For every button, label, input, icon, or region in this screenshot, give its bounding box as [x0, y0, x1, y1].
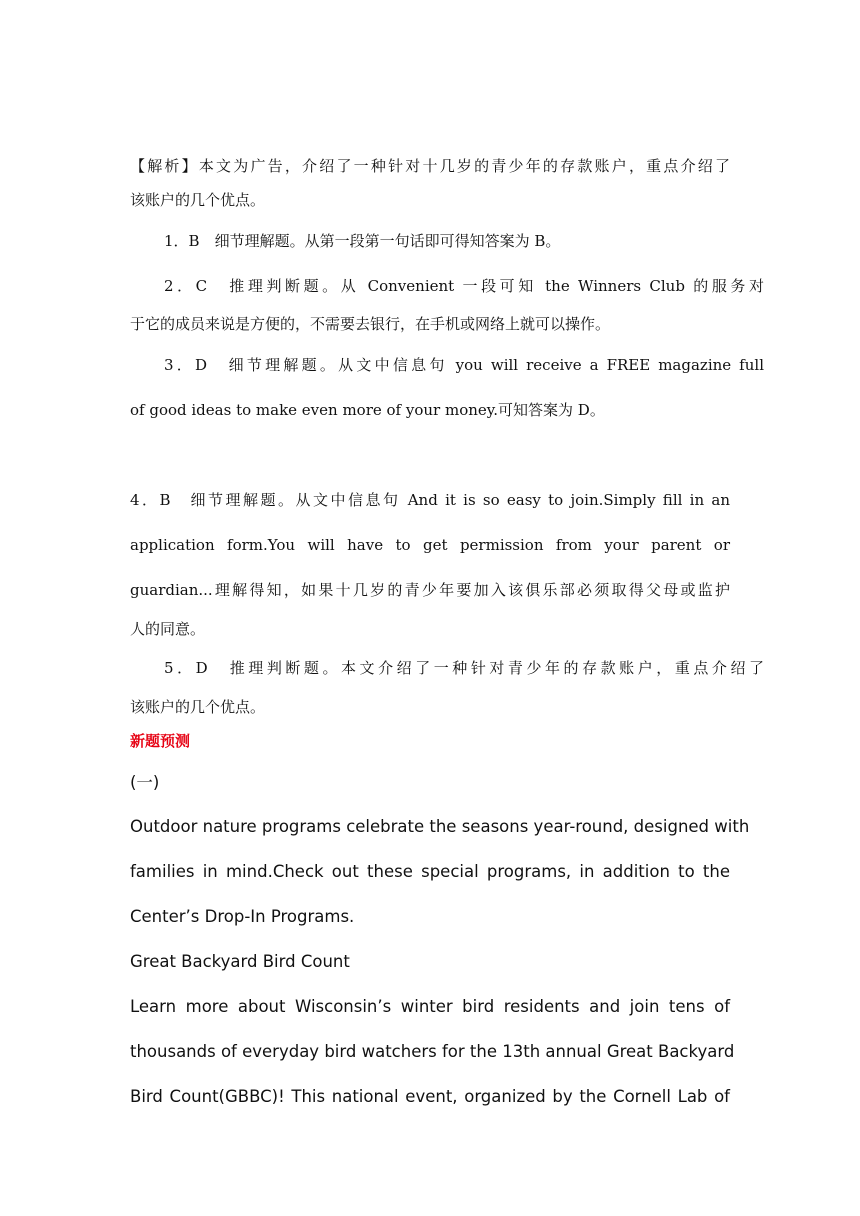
answer-2-line-2: 于它的成员来说是方便的，不需要去银行，在手机或网络上就可以操作。 [130, 315, 611, 333]
passage-para1-line-1: Outdoor nature programs celebrate the seasons year-round, designed with [130, 817, 750, 836]
passage-number: (一) [130, 773, 160, 792]
passage-para2-line-1: Learn more about Wisconsin’s winter bird residents and join tens of [130, 997, 730, 1016]
passage-para2-line-3: Bird Count(GBBC)! This national event, organized by the Cornell Lab of [130, 1087, 730, 1106]
answer-4-line-2: application form.You will have to get permission from your parent or [130, 536, 730, 554]
answer-1-line-1: 1．B 细节理解题。从第一段第一句话即可得知答案为 B。 [164, 232, 561, 250]
answer-3-line-2: of good ideas to make even more of your money.可知答案为 D。 [130, 401, 605, 419]
passage-para2-line-2: thousands of everyday bird watchers for the 13th annual Great Backyard [130, 1042, 735, 1061]
answer-3-line-1: 3．D 细节理解题。从文中信息句 you will receive a FREE magazine full [164, 356, 764, 374]
document-page [130, 0, 764, 1216]
answer-5-line-2: 该账户的几个优点。 [130, 698, 266, 716]
answer-2-line-1: 2．C 推理判断题。从 Convenient 一段可知 the Winners Club 的服务对 [164, 277, 764, 295]
analysis-line-2: 该账户的几个优点。 [130, 191, 266, 209]
passage-para1-line-3: Center’s Drop-In Programs. [130, 907, 355, 926]
answer-4-line-4: 人的同意。 [130, 620, 206, 638]
answer-5-line-1: 5．D 推理判断题。本文介绍了一种针对青少年的存款账户，重点介绍了 [164, 659, 764, 677]
new-section-heading: 新题预测 [130, 732, 191, 750]
answer-4-line-3: guardian...理解得知，如果十几岁的青少年要加入该俱乐部必须取得父母或监护 [130, 581, 730, 599]
passage-para1-line-2: families in mind.Check out these special programs, in addition to the [130, 862, 730, 881]
answer-4-line-1: 4．B 细节理解题。从文中信息句 And it is so easy to join.Simply fill in an [130, 491, 730, 509]
passage-subtitle: Great Backyard Bird Count [130, 952, 350, 971]
analysis-line-1: 【解析】本文为广告，介绍了一种针对十几岁的青少年的存款账户，重点介绍了 [130, 157, 730, 175]
